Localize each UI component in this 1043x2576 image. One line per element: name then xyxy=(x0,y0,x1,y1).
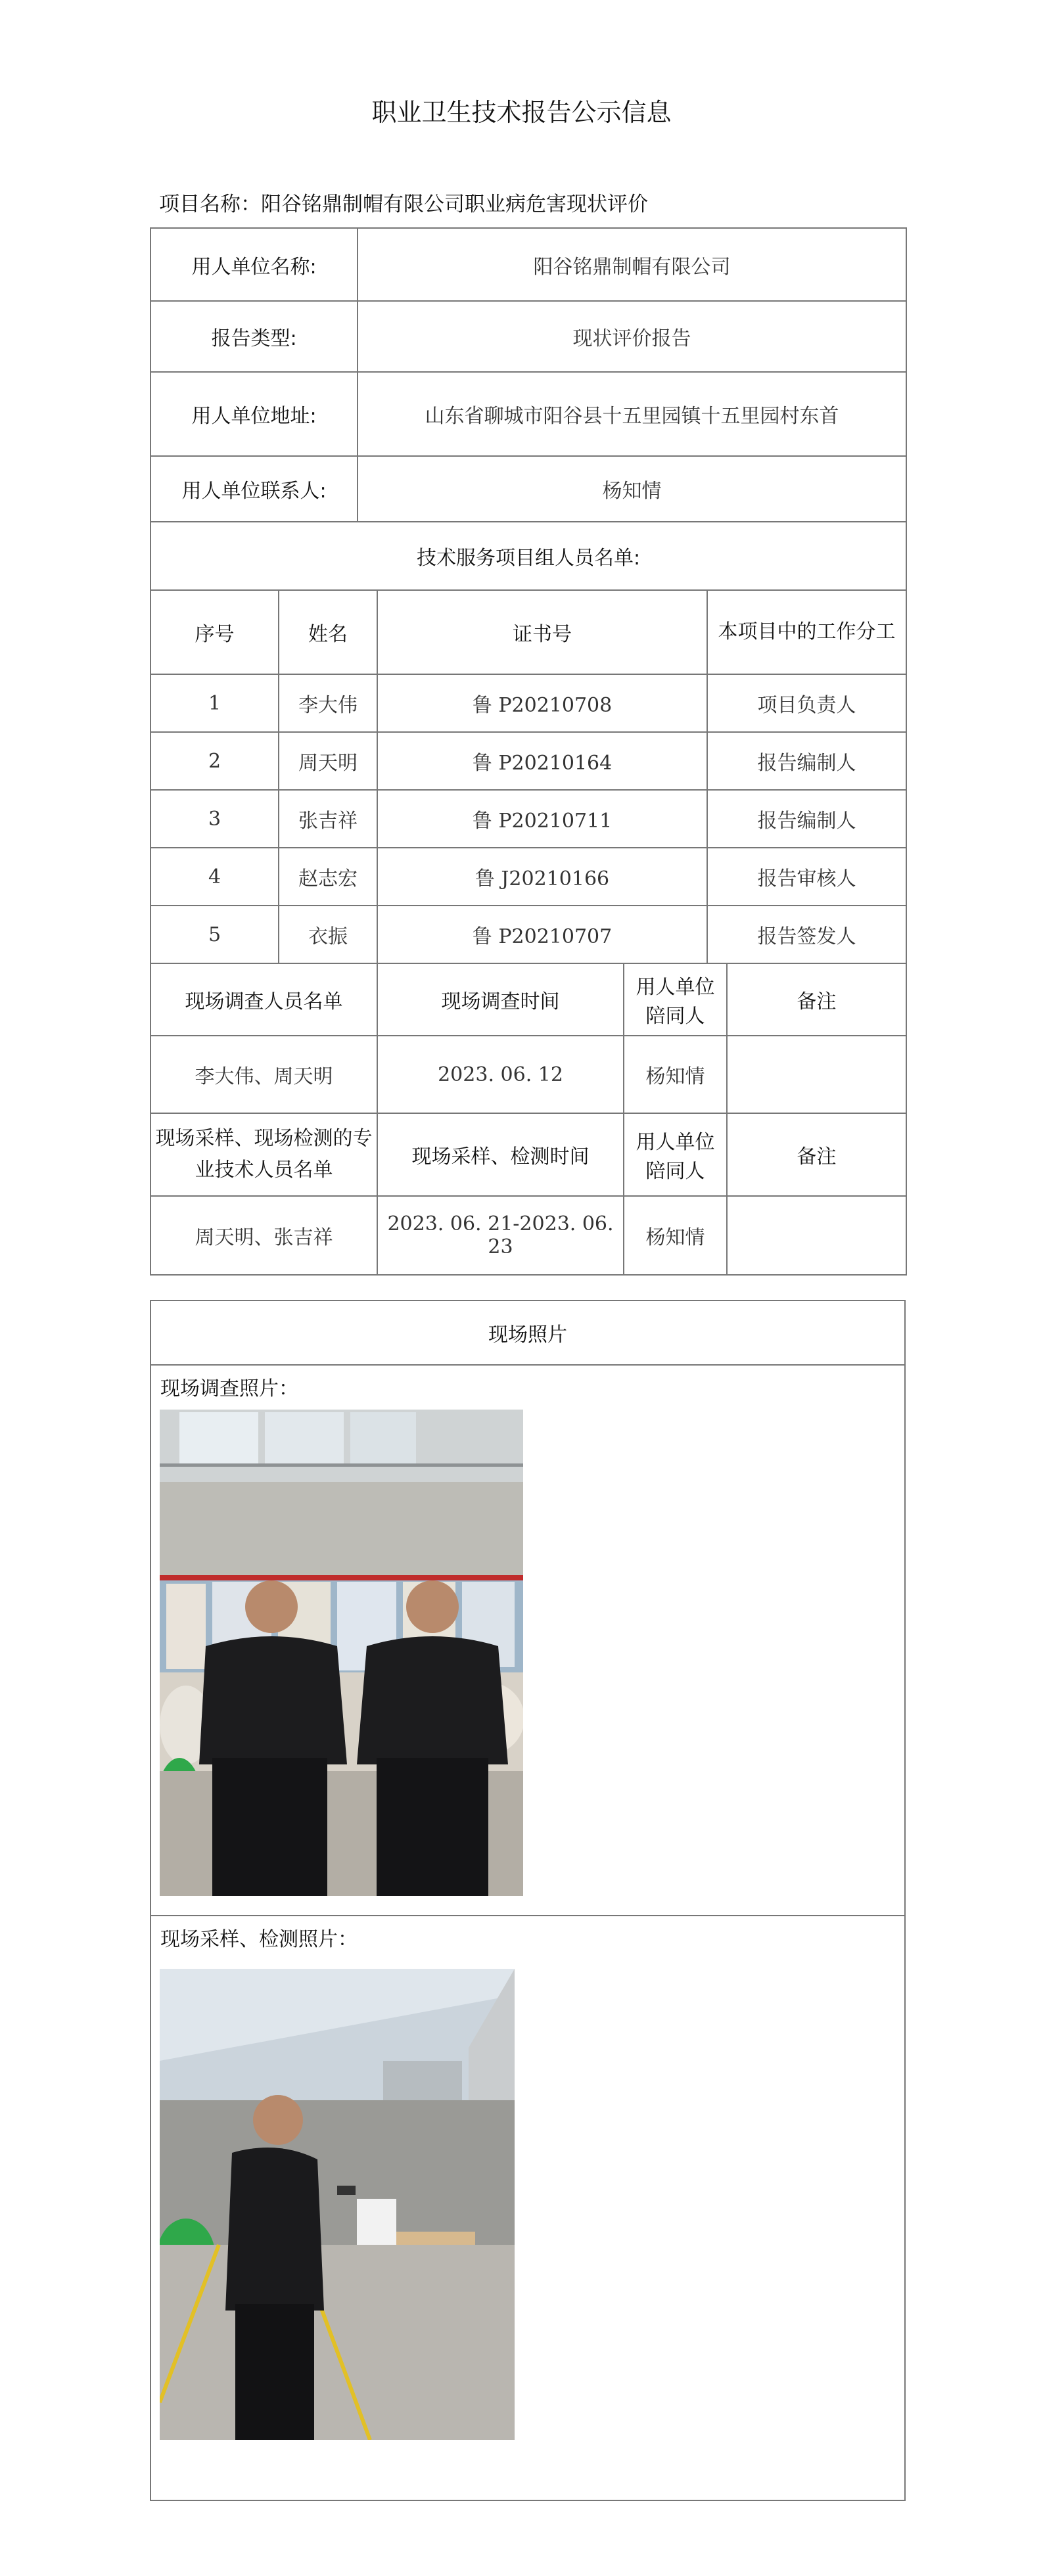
employer-name-label: 用人单位名称: xyxy=(151,228,358,301)
contact-value: 杨知情 xyxy=(358,456,906,522)
team-role: 报告编制人 xyxy=(707,732,906,790)
team-row xyxy=(151,732,906,790)
team-role: 项目负责人 xyxy=(707,674,906,732)
employer-name-value: 阳谷铭鼎制帽有限公司 xyxy=(358,228,906,301)
survey-col-time: 现场调查时间 xyxy=(377,963,624,1036)
address-value: 山东省聊城市阳谷县十五里园镇十五里园村东首 xyxy=(358,372,906,456)
team-cert: 鲁 P20210708 xyxy=(377,674,707,732)
sampling-photo xyxy=(160,1969,515,2440)
team-cert: 鲁 P20210707 xyxy=(377,906,707,963)
project-line xyxy=(159,187,648,217)
team-role: 报告签发人 xyxy=(707,906,906,963)
team-cert: 鲁 P20210164 xyxy=(377,732,707,790)
team-seq: 1 xyxy=(151,674,279,732)
team-row xyxy=(151,906,906,963)
sampling-photo-cell xyxy=(151,1916,905,2500)
report-type-label: 报告类型: xyxy=(151,301,358,372)
team-seq: 3 xyxy=(151,790,279,848)
team-role: 报告审核人 xyxy=(707,848,906,906)
team-row xyxy=(151,674,906,732)
sampling-col-time: 现场采样、检测时间 xyxy=(377,1113,624,1196)
project-label: 项目名称： xyxy=(159,193,261,216)
contact-label: 用人单位联系人: xyxy=(151,456,358,522)
col-seq: 序号 xyxy=(151,590,279,674)
survey-notes xyxy=(727,1036,906,1113)
contact-row xyxy=(151,456,906,522)
team-seq: 2 xyxy=(151,732,279,790)
survey-col-notes: 备注 xyxy=(727,963,906,1036)
col-cert: 证书号 xyxy=(377,590,707,674)
report-type-value: 现状评价报告 xyxy=(358,301,906,372)
team-member-name: 李大伟 xyxy=(279,674,377,732)
sampling-col-escort: 用人单位陪同人 xyxy=(624,1113,727,1196)
survey-col-escort: 用人单位陪同人 xyxy=(624,963,727,1036)
survey-photo xyxy=(160,1410,523,1896)
survey-col-staff: 现场调查人员名单 xyxy=(151,963,377,1036)
survey-header-row xyxy=(151,963,906,1036)
sampling-notes xyxy=(727,1196,906,1275)
photo-heading-row xyxy=(151,1300,905,1365)
page-title: 职业卫生技术报告公示信息 xyxy=(371,98,672,127)
survey-staff: 李大伟、周天明 xyxy=(151,1036,377,1113)
employer-name-row xyxy=(151,228,906,301)
team-member-name: 赵志宏 xyxy=(279,848,377,906)
team-heading-row xyxy=(151,522,906,590)
survey-photo-label: 现场调查照片： xyxy=(160,1377,298,1400)
survey-photo-row xyxy=(151,1365,905,1916)
photo-heading: 现场照片 xyxy=(151,1300,905,1365)
team-cert: 鲁 J20210166 xyxy=(377,848,707,906)
sampling-col-staff: 现场采样、现场检测的专业技术人员名单 xyxy=(151,1113,377,1196)
sampling-photo-row xyxy=(151,1916,905,2500)
team-role: 报告编制人 xyxy=(707,790,906,848)
sampling-time: 2023. 06. 21-2023. 06. 23 xyxy=(377,1196,624,1275)
team-heading: 技术服务项目组人员名单: xyxy=(151,522,906,590)
sampling-escort: 杨知情 xyxy=(624,1196,727,1275)
report-type-row xyxy=(151,301,906,372)
team-row xyxy=(151,790,906,848)
team-seq: 5 xyxy=(151,906,279,963)
team-header-row xyxy=(151,590,906,674)
info-table xyxy=(150,227,907,1276)
survey-row xyxy=(151,1036,906,1113)
team-cert: 鲁 P20210711 xyxy=(377,790,707,848)
team-member-name: 张吉祥 xyxy=(279,790,377,848)
survey-photo-cell xyxy=(151,1365,905,1916)
team-seq: 4 xyxy=(151,848,279,906)
sampling-header-row xyxy=(151,1113,906,1196)
team-member-name: 衣振 xyxy=(279,906,377,963)
sampling-row xyxy=(151,1196,906,1275)
team-member-name: 周天明 xyxy=(279,732,377,790)
photo-table xyxy=(150,1300,906,2501)
survey-time: 2023. 06. 12 xyxy=(377,1036,624,1113)
col-name: 姓名 xyxy=(279,590,377,674)
address-label: 用人单位地址: xyxy=(151,372,358,456)
address-row xyxy=(151,372,906,456)
sampling-staff: 周天明、张吉祥 xyxy=(151,1196,377,1275)
col-role: 本项目中的工作分工 xyxy=(707,590,906,674)
team-row xyxy=(151,848,906,906)
survey-escort: 杨知情 xyxy=(624,1036,727,1113)
sampling-photo-label: 现场采样、检测照片： xyxy=(160,1928,358,1951)
sampling-col-notes: 备注 xyxy=(727,1113,906,1196)
project-name: 阳谷铭鼎制帽有限公司职业病危害现状评价 xyxy=(261,193,648,216)
